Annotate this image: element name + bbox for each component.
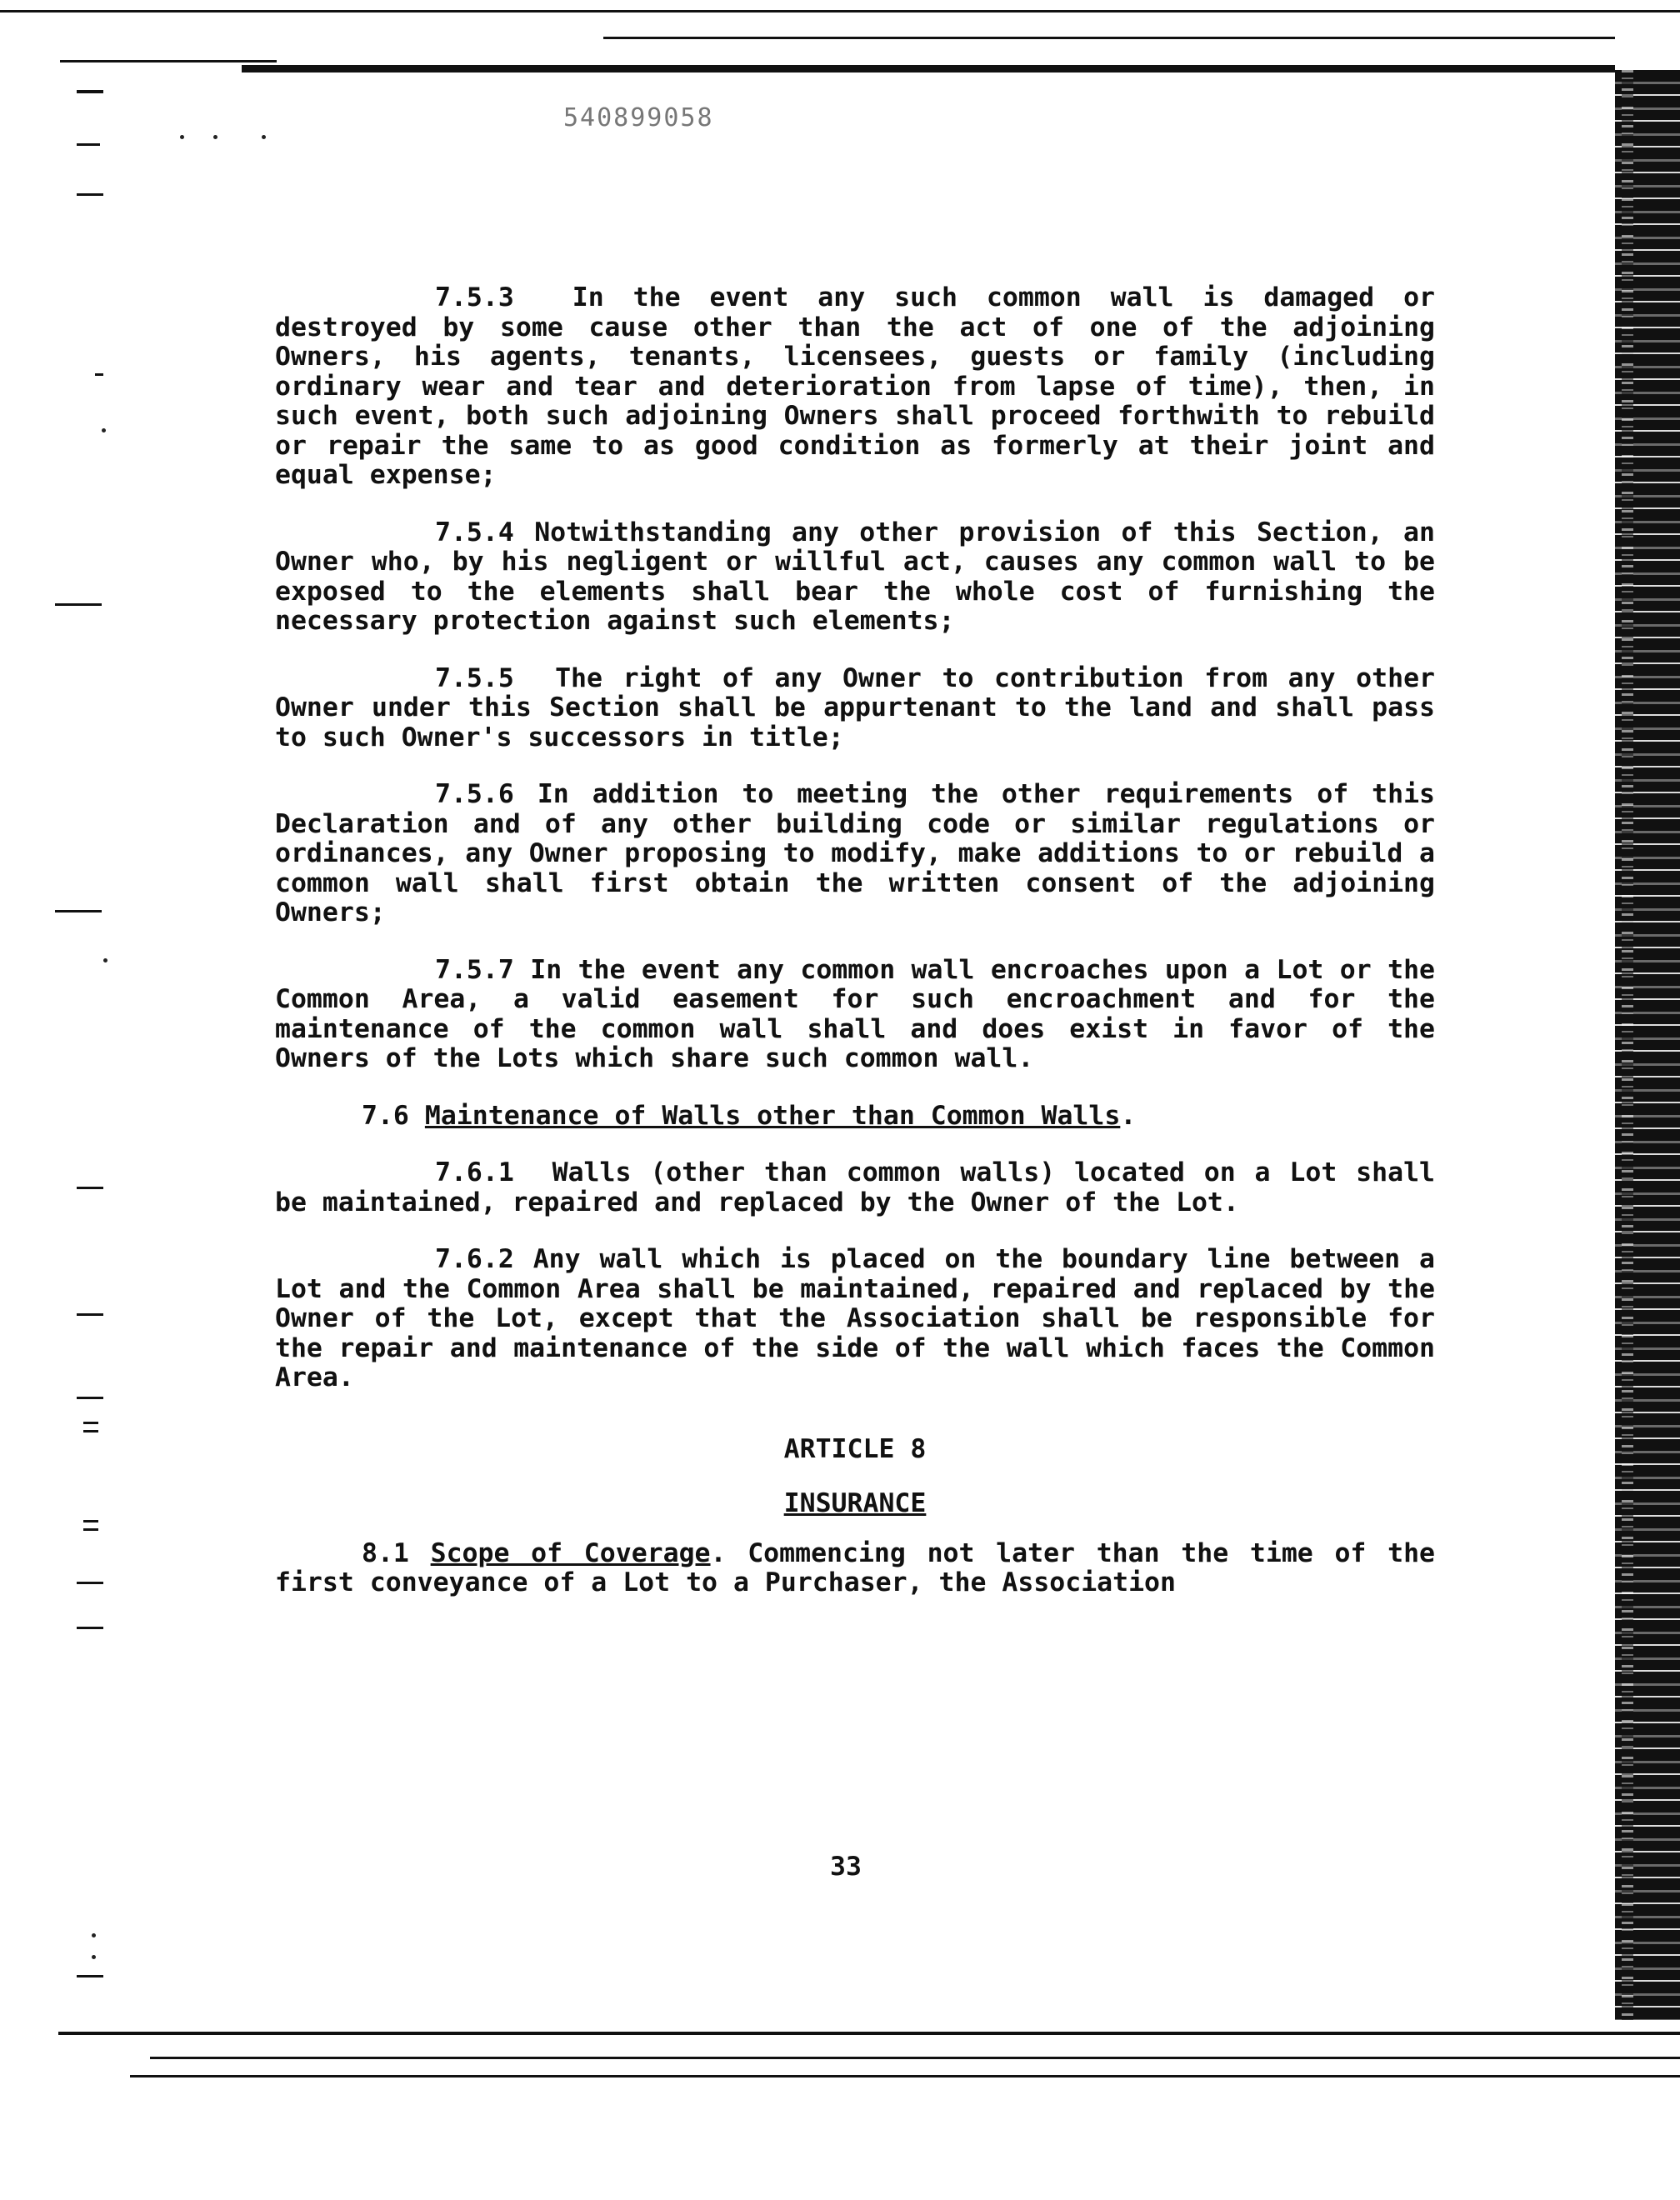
paragraph-number: 7.5.5: [435, 662, 514, 693]
paragraph-7-5-5: [275, 664, 1435, 753]
paragraph-7-6-2: [275, 1245, 1435, 1393]
document-stamp-number: 540899058: [563, 103, 714, 132]
paragraph-number: 7.5.4: [435, 517, 514, 548]
paragraph-text: The right of any Owner to contribution from any other Owner under this Section shall be appurtenant to the land and shall pass to such Owner's successors in title;: [275, 662, 1436, 752]
paragraph-text: Walls (other than common walls) located on a Lot shall be maintained, repaired and replaced by the Owner of the Lot.: [275, 1158, 1435, 1218]
margin-dot: [262, 135, 266, 139]
section-title-period: .: [710, 1538, 727, 1568]
margin-mark: [83, 1520, 98, 1522]
paragraph-number: 7.5.7: [435, 954, 514, 985]
margin-mark: [77, 90, 103, 93]
paragraph-text: In the event any such common wall is damaged or destroyed by some cause other than the act of one of the adjoining Owners, his agents, tenants, licensees, guests or family (including ordinary wear and tear and deterioration from lapse of time), then, in such event, both such adjoining Owners shall proceed forthwith to rebuild or repair the same to as good condition as formerly at their joint and equal expense;: [275, 282, 1435, 490]
bottom-rule-1: [58, 2032, 1680, 2035]
margin-mark: [77, 1313, 103, 1316]
margin-mark: [77, 1975, 103, 1978]
paragraph-text: In addition to meeting the other requirements of this Declaration and of any other building code or similar regulations or ordinances, any Owner proposing to modify, make additions to or rebuild a common wall shall first obtain the written consent of the adjoining Owners;: [275, 779, 1436, 928]
paragraph-7-5-7: [275, 956, 1435, 1074]
bottom-rule-3: [130, 2075, 1680, 2078]
section-title-period: .: [1120, 1100, 1137, 1131]
paragraph-8-1: [275, 1539, 1435, 1598]
top-border-line: [0, 10, 1680, 12]
paragraph-number: 7.5.3: [435, 282, 514, 312]
margin-mark: [77, 1627, 103, 1629]
article-title: ARTICLE 8: [783, 1433, 927, 1464]
scan-edge-bar: [1615, 70, 1680, 2020]
page-number: 33: [830, 1852, 862, 1882]
paragraph-7-6-1: [275, 1158, 1435, 1218]
margin-mark: [83, 1422, 98, 1424]
margin-dot: [102, 428, 106, 432]
bottom-rule-2: [150, 2057, 1680, 2059]
margin-dot: [92, 1933, 96, 1938]
paragraph-7-5-6: [275, 780, 1435, 928]
section-title: Maintenance of Walls other than Common Walls: [424, 1100, 1121, 1131]
top-rule-thick: [242, 65, 1615, 72]
paragraph-number: 7.6.2: [435, 1244, 514, 1274]
paragraph-7-5-3: [275, 283, 1435, 491]
paragraph-text: Commencing not later than the time of the first conveyance of a Lot to a Purchaser, the Association: [275, 1538, 1435, 1598]
margin-mark: [55, 603, 102, 606]
margin-dot: [92, 1955, 96, 1959]
margin-mark: [83, 1430, 98, 1432]
article-subtitle-text: INSURANCE: [783, 1488, 927, 1518]
margin-mark: [77, 1582, 103, 1584]
margin-dot: [103, 958, 108, 962]
section-7-6-heading: [275, 1102, 1435, 1132]
margin-mark: [83, 1528, 98, 1531]
paragraph-text: Any wall which is placed on the boundary line between a Lot and the Common Area shall be maintained, repaired and replaced by the Owner of the Lot, except that the Association shall be responsible for the repair and maintenance of the side of the wall which faces the Common Area.: [275, 1244, 1435, 1392]
paragraph-number: 7.6.1: [435, 1158, 514, 1188]
margin-mark: [95, 373, 103, 376]
paragraph-7-5-4: [275, 518, 1435, 637]
margin-mark: [77, 1397, 103, 1399]
top-rule-left: [60, 60, 277, 62]
article-subtitle: [275, 1489, 1435, 1519]
top-rule-thin: [603, 37, 1615, 39]
document-body: [275, 283, 1435, 1626]
section-title: Scope of Coverage: [430, 1538, 711, 1568]
paragraph-number: 7.5.6: [435, 779, 514, 809]
paragraph-text: Notwithstanding any other provision of this Section, an Owner who, by his negligent or willful act, causes any common wall to be exposed to the elements shall bear the whole cost of furnishing the necessary protection against such elements;: [275, 517, 1435, 636]
paragraph-text: In the event any common wall encroaches upon a Lot or the Common Area, a valid easement for such encroachment and for the maintenance of the common wall shall and does exist in favor of the Owners of the Lots which share such common wall.: [275, 954, 1436, 1073]
section-number: 7.6: [362, 1100, 409, 1131]
margin-mark: [77, 143, 100, 146]
section-number: 8.1: [362, 1538, 409, 1568]
margin-mark: [55, 910, 102, 912]
margin-mark: [77, 1187, 103, 1189]
margin-dot: [180, 135, 184, 139]
margin-dot: [213, 135, 218, 139]
margin-mark: [77, 193, 103, 196]
